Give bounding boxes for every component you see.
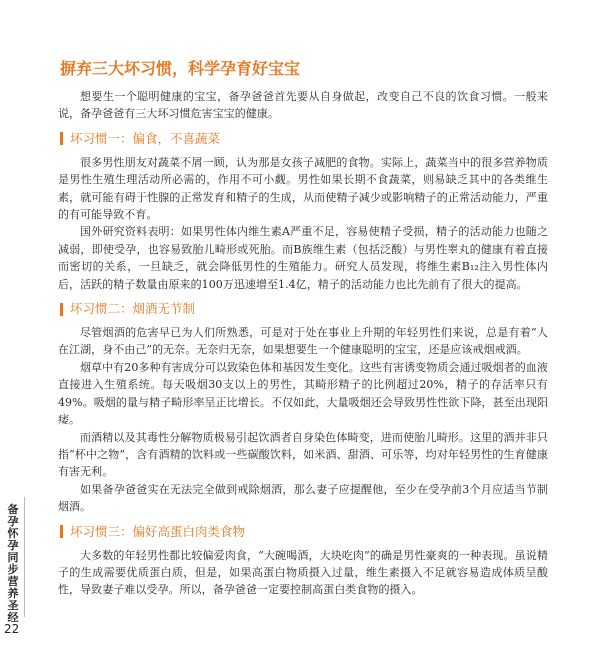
section-heading-text: 坏习惯三：偏好高蛋白肉类食物 xyxy=(70,523,246,539)
body-paragraph: 烟草中有20多种有害成分可以致染色体和基因发生变化。这些有害诱变物质会通过吸烟者的血液直接进入生殖系统。每天吸烟30支以上的男性，其畸形精子的比例超过20%，精子的存活率只有49%。吸烟的量与精子畸形率呈正比增长。不仅如此，大量吸烟还会导致男性性欲下降，甚至出现阳痿。 xyxy=(58,360,548,427)
page-number: 22 xyxy=(4,622,20,636)
body-paragraph: 大多数的年轻男性都比较偏爱肉食，“大碗喝酒，大块吃肉”的确是男性豪爽的一种表现。虽说精子的生成需要优质蛋白质，但是，如果高蛋白物质摄入过量，维生素摄入不足就容易造成体质呈酸性，导致妻子难以受孕。所以，备孕爸爸一定要控制高蛋白类食物的摄入。 xyxy=(58,548,548,597)
body-paragraph: 很多男性朋友对蔬菜不屑一顾，认为那是女孩子减肥的食物。实际上，蔬菜当中的很多营养物质是男性生殖生理活动所必需的，作用不可小觑。男性如果长期不食蔬菜，则易缺乏其中的各类维生素，就可能有碍于性腺的正常发育和精子的生成，从而使精子减少或影响精子的正常活动能力，严重的有可能导致不育。 xyxy=(58,155,548,222)
section-3 xyxy=(58,523,548,599)
section-heading-text: 坏习惯二：烟酒无节制 xyxy=(70,301,196,317)
article-title: 摒弃三大坏习惯，科学孕育好宝宝 xyxy=(60,59,301,78)
intro-paragraph: 想要生一个聪明健康的宝宝，备孕爸爸首先要从自身做起，改变自己不良的饮食习惯。一般来说，备孕爸爸有三大坏习惯危害宝宝的健康。 xyxy=(58,90,548,121)
heading-accent-bar xyxy=(60,303,63,316)
book-title-sidebar: 备孕怀孕同步营养圣经 xyxy=(7,503,19,624)
section-2 xyxy=(58,300,548,515)
body-paragraph: 国外研究资料表明：如果男性体内维生素A严重不足，容易使精子受损，精子的活动能力也随之减弱，即使受孕，也容易致胎儿畸形或死胎。而B族维生素（包括泛酸）与男性睾丸的健康有着直接而密切的关系，一旦缺乏，就会降低男性的生殖能力。研究人员发现，将维生素B₁₂注入男性体内后，活跃的精子数量由原来的100万迅速增至1.4亿，精子的活动能力也比先前有了很大的提高。 xyxy=(58,225,548,291)
section-1 xyxy=(58,130,548,293)
body-paragraph: 如果备孕爸爸实在无法完全做到戒除烟酒，那么妻子应提醒他，至少在受孕前3个月应适当节制烟酒。 xyxy=(58,482,548,514)
section-heading xyxy=(58,300,548,318)
heading-accent-bar xyxy=(60,525,63,538)
section-heading xyxy=(58,130,548,148)
heading-accent-bar xyxy=(60,132,63,145)
section-heading-text: 坏习惯一：偏食，不喜蔬菜 xyxy=(70,130,221,146)
body-paragraph: 而酒精以及其毒性分解物质极易引起饮酒者自身染色体畸变，进而使胎儿畸形。这里的酒并非只指“杯中之物”，含有酒精的饮料或一些碳酸饮料，如米酒、甜酒、可乐等，均对年轻男性的生育健康有害无利。 xyxy=(58,430,548,479)
sidebar-divider xyxy=(24,497,25,617)
article xyxy=(58,58,548,599)
body-paragraph: 尽管烟酒的危害早已为人们所熟悉，可是对于处在事业上升期的年轻男性们来说，总是有着“人在江湖，身不由己”的无奈。无奈归无奈，如果想要生一个健康聪明的宝宝，还是应该戒烟戒酒。 xyxy=(58,326,548,357)
section-heading xyxy=(58,523,548,541)
